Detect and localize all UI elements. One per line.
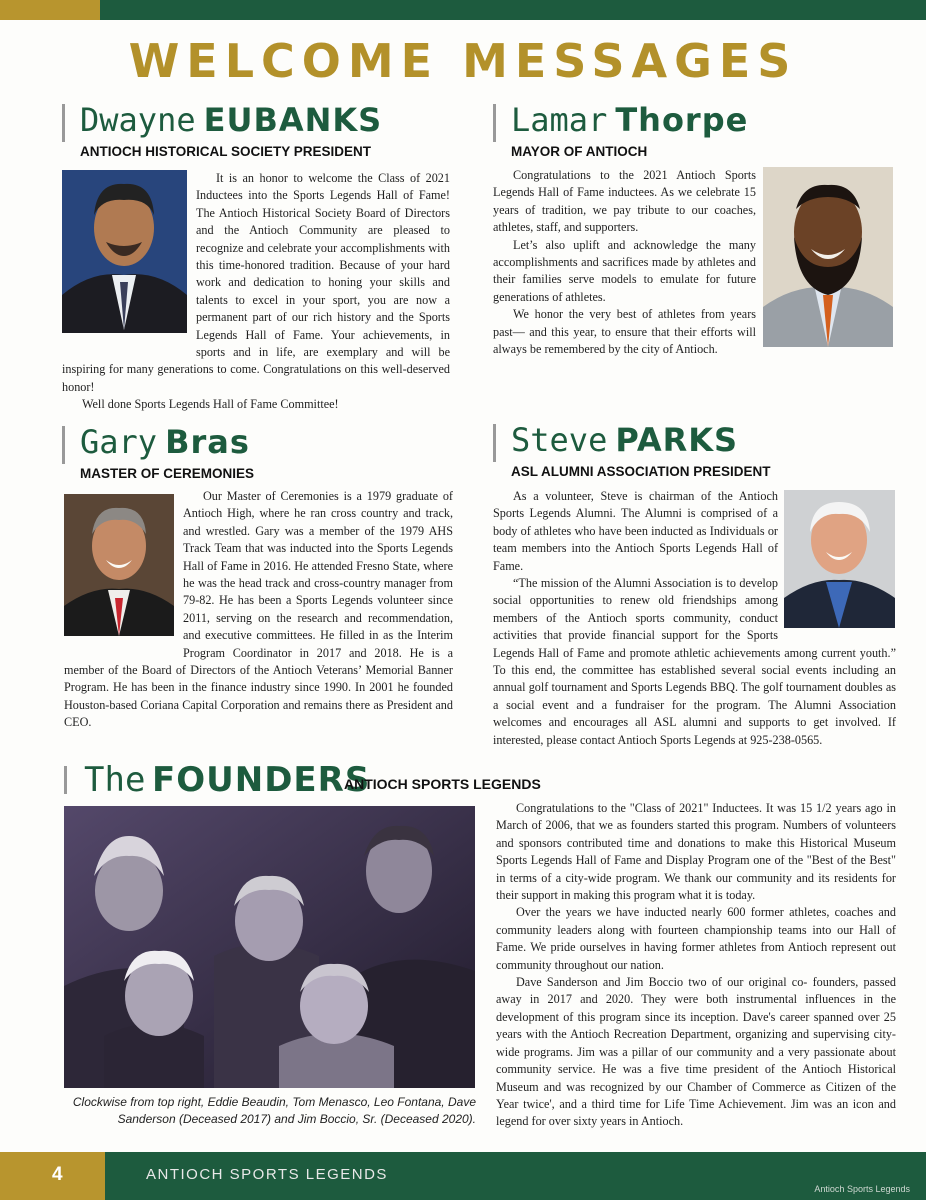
bras-body	[64, 488, 453, 732]
bras-heading	[62, 422, 462, 466]
parks-first-name: Steve	[511, 421, 608, 459]
founders-paragraph: Dave Sanderson and Jim Boccio two of our original co- founders, passed away in 2017 and 2020. They were both instrumental influences in the development of this program since its inception. Dave's career spanned over 25 years with the Antioch Recreation Department, organizing and supervising city-wide programs. Jim was a pillar of our community and a very passionate about community service. He was a five time president of the Antioch Historical Museum and was recognized by our Chamber of Commerce as Citizen of the Year twice', and a third time for Life Time Achievement. Jim was an icon and legend for over sixty years in Antioch.	[496, 975, 896, 1129]
thorpe-last-name: Thorpe	[615, 101, 749, 139]
founders-photo	[64, 806, 475, 1088]
founders-body	[496, 800, 896, 1131]
parks-last-name: PARKS	[615, 421, 739, 459]
founders-heading	[64, 760, 564, 804]
parks-paragraph: “The mission of the Alumni Association is to develop social opportunities to renew old friendships among members of the Antioch sports community, conduct activities that provide financial support for the Sports Legends Hall of Fame and promote athletic achievements among current youth.” To this end, the committee has established several social events including an annual golf tournament and Sports Legends BBQ. The golf tournament doubles as a social event and a fundraiser for the program. The Alumni Association welcomes and encourages all ASL alumni and supports to get involved. If interested, please contact Antioch Sports Legends at 925-238-0565.	[493, 576, 896, 747]
thorpe-paragraph: We honor the very best of athletes from years past— and this year, to ensure that their efforts will always be remembered by the city of Antioch.	[493, 307, 756, 357]
bras-section	[62, 422, 462, 481]
eubanks-paragraph: Well done Sports Legends Hall of Fame Committee!	[82, 397, 339, 412]
founders-caption: Clockwise from top right, Eddie Beaudin, Tom Menasco, Leo Fontana, Dave Sanderson (Deceased 2017) and Jim Boccio, Sr. (Deceased 2020).	[72, 1095, 476, 1126]
page-title: WELCOME MESSAGES	[128, 34, 798, 88]
thorpe-section	[493, 100, 893, 159]
top-bar	[0, 0, 926, 20]
eubanks-body	[62, 170, 450, 414]
eubanks-section	[62, 100, 462, 159]
footer-small-brand: Antioch Sports Legends	[814, 1184, 910, 1194]
founders-paragraph: Congratulations to the "Class of 2021" Inductees. It was 15 1/2 years ago in March of 2006, that we as founders started this program. Numbers of volunteers and sponsors contributed time and donations to make this Historical Museum Sports Legends Hall of Fame and Display Program one of the "Best of the Best" in terms of a city-wide program. We thank our community and its residents for their support in making this program what it is today.	[496, 801, 896, 903]
thorpe-photo	[763, 167, 893, 347]
bras-role: MASTER OF CEREMONIES	[80, 466, 255, 481]
bras-first-name: Gary	[80, 423, 158, 461]
parks-heading	[493, 420, 893, 464]
page-number: 4	[52, 1164, 63, 1185]
eubanks-role: ANTIOCH HISTORICAL SOCIETY PRESIDENT	[80, 144, 372, 159]
eubanks-heading	[62, 100, 462, 144]
thorpe-paragraph: Congratulations to the 2021 Antioch Sports Legends Hall of Fame inductees. As we celebrate 15 years of tradition, we pay tribute to our coaches, athletes, staff, and supporters.	[493, 168, 756, 235]
bras-last-name: Bras	[165, 423, 250, 461]
parks-body	[493, 488, 896, 749]
footer-bar	[0, 1152, 926, 1200]
parks-role: ASL ALUMNI ASSOCIATION PRESIDENT	[511, 464, 771, 479]
thorpe-role: MAYOR OF ANTIOCH	[511, 144, 648, 159]
eubanks-last-name: EUBANKS	[203, 101, 383, 139]
thorpe-heading	[493, 100, 893, 144]
thorpe-paragraph: Let’s also uplift and acknowledge the many accomplishments and sacrifices made by athletes and their families serve models to emulate for future generations of athletes.	[493, 237, 756, 304]
founders-last: FOUNDERS	[152, 760, 371, 800]
eubanks-paragraph: It is an honor to welcome the Class of 2021 Inductees into the Sports Legends Hall of Fame! The Antioch Historical Society Board of Directors and the Antioch Community are pleased to recognize and celebrate your accomplishments with this time-honored tradition. Because of your hard work and dedication to honing your skills and talents to excel in your sport, you are now a permanent part of our rich history and the Sports Legends Hall of Fame. Your achievements, in sports and in life, are exemplary and will be inspiring for many generations to come. Congratulations on this well-deserved honor!	[62, 171, 450, 394]
founders-subtitle: ANTIOCH SPORTS LEGENDS	[344, 776, 541, 792]
top-bar-accent	[0, 0, 100, 20]
founders-paragraph: Over the years we have inducted nearly 600 former athletes, coaches and community leaders along with fourteen championship teams into our Hall of Fame. We pride ourselves in having former athletes from Antioch represent out community throughout our nation.	[496, 905, 896, 972]
thorpe-first-name: Lamar	[511, 101, 608, 139]
bras-paragraph: Our Master of Ceremonies is a 1979 graduate of Antioch High, where he ran cross country and track, and wrestled. Gary was a member of the 1979 AHS Track Team that was inducted into the Sports Legends Hall of Fame in 2016. He attended Fresno State, where he was the head track and cross-country manager from 79-82. He has been a Sports Legends volunteer since 2011, serving on the research and recommendation, and executive committees. He filled in as the Interim Program Coordinator in 2017 and 2018. He is a member of the Board of Directors of the Antioch Veterans’ Memorial Banner Program. He has been in the finance industry since 1990. In 2001 he founded Houston-based Coriana Capital Corporation and remains there as President and CEO.	[64, 489, 453, 730]
footer-brand: ANTIOCH SPORTS LEGENDS	[146, 1166, 388, 1183]
parks-section	[493, 420, 893, 479]
thorpe-body	[493, 167, 756, 358]
eubanks-first-name: Dwayne	[80, 101, 196, 139]
founders-first: The	[84, 760, 146, 800]
parks-paragraph: As a volunteer, Steve is chairman of the Antioch Sports Legends Alumni. The Alumni is comprised of a body of athletes who have been inducted as Individuals or team members into the Antioch Sports Legends Hall of Fame.	[493, 489, 778, 573]
